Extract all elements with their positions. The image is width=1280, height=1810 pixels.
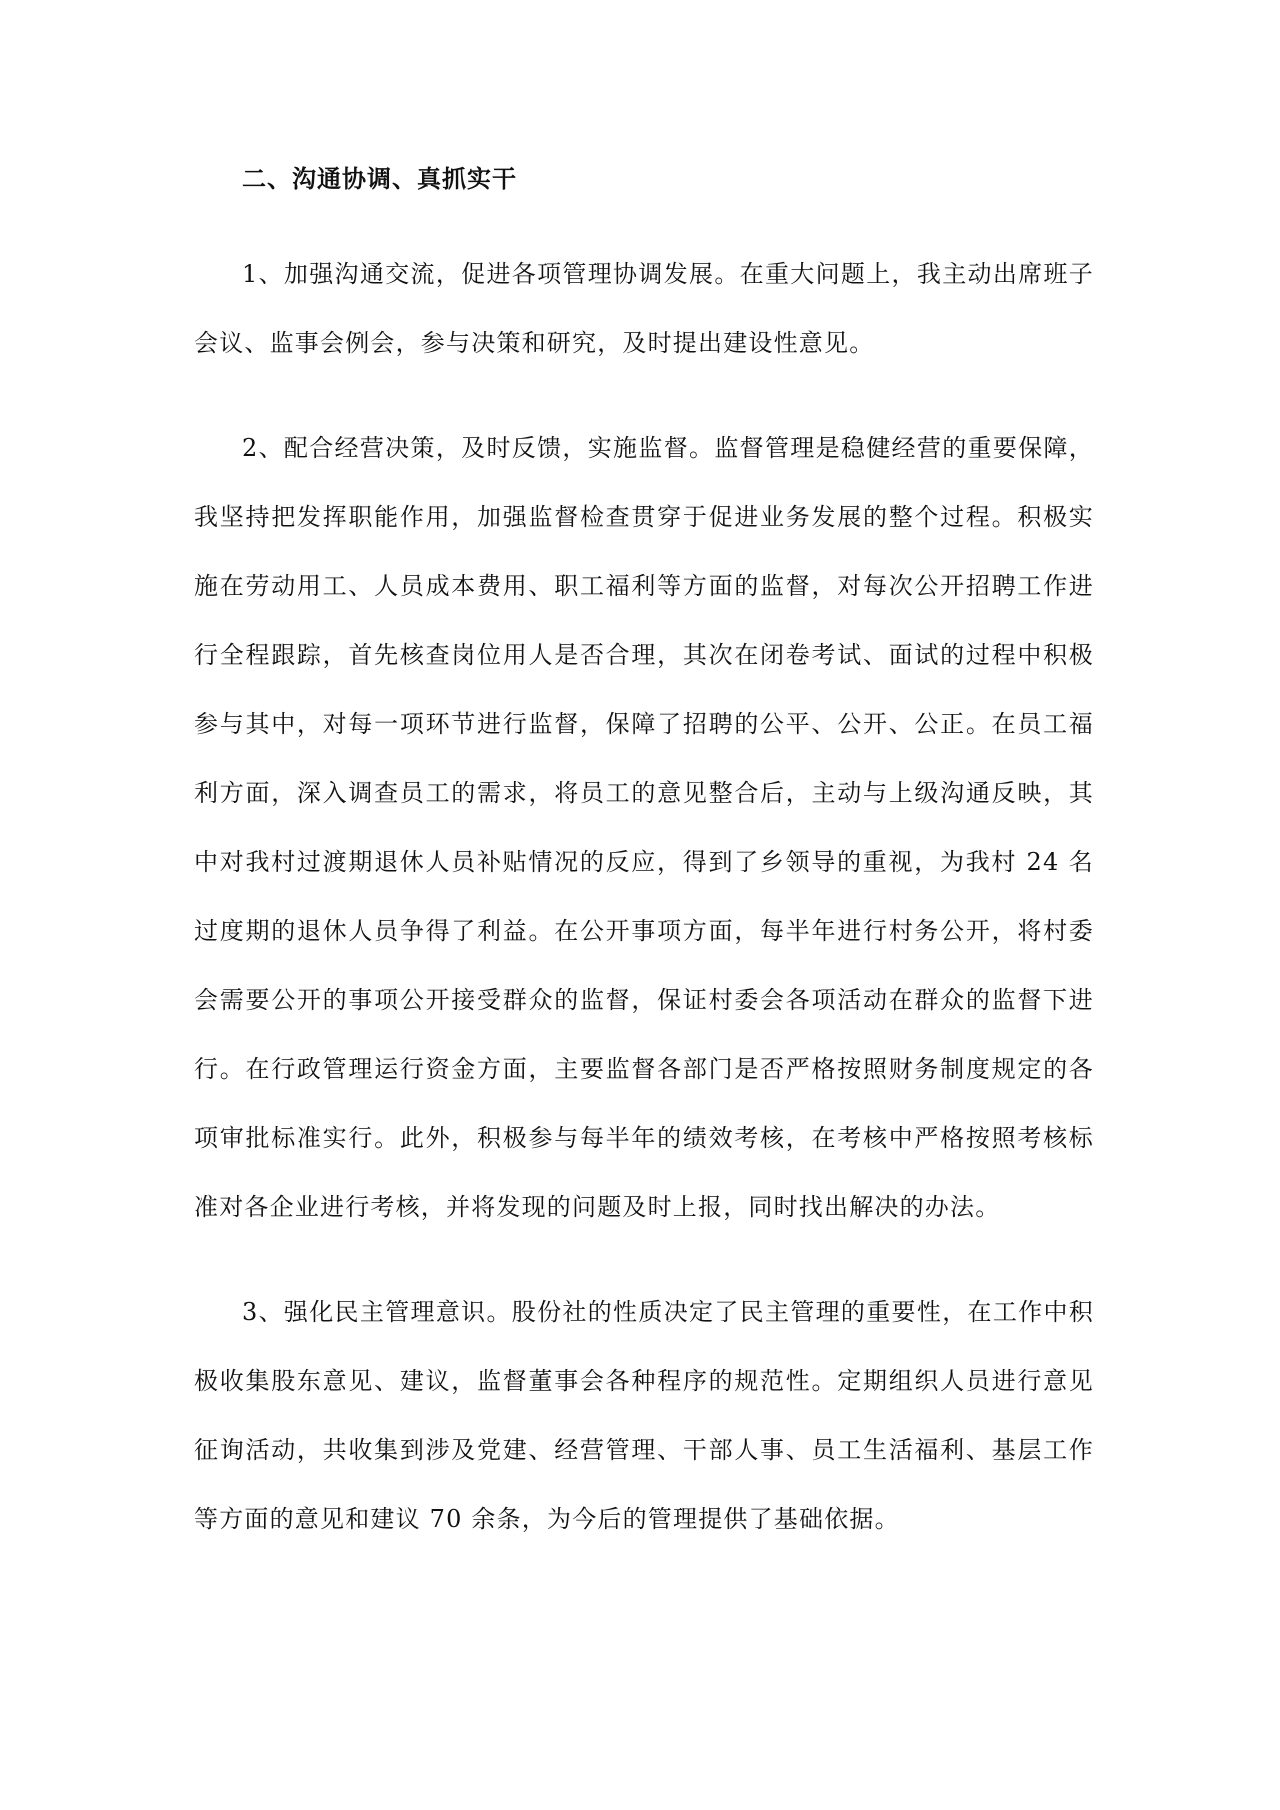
paragraph-2: 2、配合经营决策，及时反馈，实施监督。监督管理是稳健经营的重要保障，我坚持把发挥职能作用，加强监督检查贯穿于促进业务发展的整个过程。积极实施在劳动用工、人员成本费用、职工福利等方面的监督，对每次公开招聘工作进行全程跟踪，首先核查岗位用人是否合理，其次在闭卷考试、面试的过程中积极参与其中，对每一项环节进行监督，保障了招聘的公平、公开、公正。在员工福利方面，深入调查员工的需求，将员工的意见整合后，主动与上级沟通反映，其中对我村过渡期退休人员补贴情况的反应，得到了乡领导的重视，为我村 24 名过度期的退休人员争得了利益。在公开事项方面，每半年进行村务公开，将村委会需要公开的事项公开接受群众的监督，保证村委会各项活动在群众的监督下进行。在行政管理运行资金方面，主要监督各部门是否严格按照财务制度规定的各项审批标准实行。此外，积极参与每半年的绩效考核，在考核中严格按照考核标准对各企业进行考核，并将发现的问题及时上报，同时找出解决的办法。	[194, 434, 1094, 1221]
paragraph-3: 3、强化民主管理意识。股份社的性质决定了民主管理的重要性，在工作中积极收集股东意见、建议，监督董事会各种程序的规范性。定期组织人员进行意见征询活动，共收集到涉及党建、经营管理、干部人事、员工生活福利、基层工作等方面的意见和建议 70 余条，为今后的管理提供了基础依据。	[194, 1298, 1094, 1533]
paragraph-1: 1、加强沟通交流，促进各项管理协调发展。在重大问题上，我主动出席班子会议、监事会例会，参与决策和研究，及时提出建设性意见。	[194, 260, 1094, 357]
section-heading: 二、沟通协调、真抓实干	[242, 164, 517, 193]
document-body	[194, 160, 1094, 1590]
